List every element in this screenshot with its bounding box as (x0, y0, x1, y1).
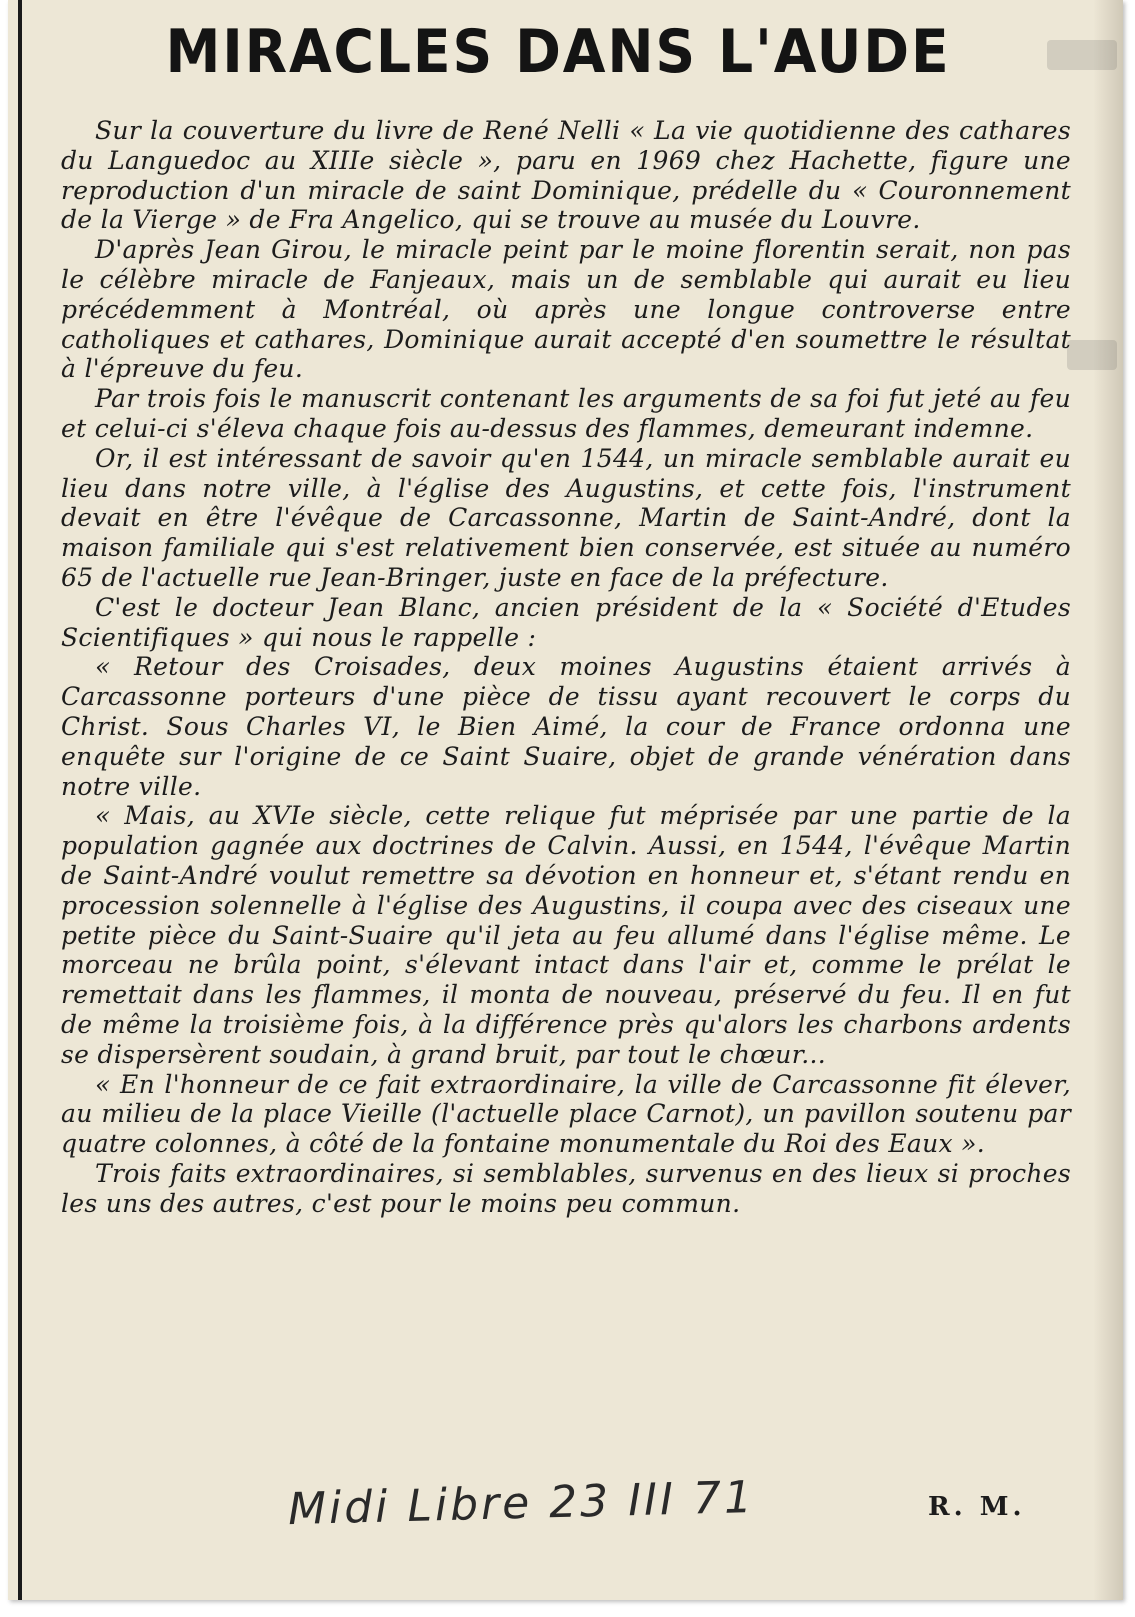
article-body (61, 116, 1071, 1218)
author-initials: R. M. (928, 1492, 1026, 1522)
article-paragraph: Sur la couverture du livre de René Nelli « La vie quotidienne des cathares du Languedoc au XIIIe siècle », paru en 1969 chez Hachette, figure une reproduction d'un miracle de saint Dominique, prédelle du « Couronnement de la Vierge » de Fra Angelico, qui se trouve au musée du Louvre. (61, 116, 1071, 235)
article-paragraph: C'est le docteur Jean Blanc, ancien président de la « Société d'Etudes Scientifiques » qui nous le rappelle : (61, 592, 1071, 652)
article-headline: MIRACLES DANS L'AUDE (165, 17, 951, 87)
handwritten-source-note: Midi Libre 23 III 71 (287, 1471, 756, 1536)
article-paragraph: « En l'honneur de ce fait extraordinaire, la ville de Carcassonne fit élever, au milieu de la place Vieille (l'actuelle place Carnot), un pavillon soutenu par quatre colonnes, à côté de la fontaine monumentale du Roi des Eaux ». (61, 1069, 1071, 1159)
bleed-through-mark (1067, 340, 1117, 370)
article-paragraph: D'après Jean Girou, le miracle peint par le moine florentin serait, non pas le célèbre miracle de Fanjeaux, mais un de semblable qui aurait eu lieu précédemment à Montréal, où après une longue controverse entre catholiques et cathares, Dominique aurait accepté d'en soumettre le résultat à l'épreuve du feu. (61, 235, 1071, 384)
article-paragraph: « Mais, au XVIe siècle, cette relique fut méprisée par une partie de la population gagnée aux doctrines de Calvin. Aussi, en 1544, l'évêque Martin de Saint-André voulut remettre sa dévotion en honneur et, s'étant rendu en procession solennelle à l'église des Augustins, il coupa avec des ciseaux une petite pièce du Saint-Suaire qu'il jeta au feu allumé dans l'église même. Le morceau ne brûla point, s'élevant intact dans l'air et, comme le prélat le remettait dans les flammes, il monta de nouveau, préservé du feu. Il en fut de même la troisième fois, à la différence près qu'alors les charbons ardents se dispersèrent soudain, à grand bruit, par tout le chœur... (61, 801, 1071, 1069)
paper-edge-shadow (1093, 0, 1123, 1600)
column-rule (18, 0, 22, 1600)
article-paragraph: Par trois fois le manuscrit contenant les arguments de sa foi fut jeté au feu et celui-ci s'éleva chaque fois au-dessus des flammes, demeurant indemne. (61, 384, 1071, 443)
newspaper-clipping (8, 0, 1123, 1600)
article-paragraph: « Retour des Croisades, deux moines Augustins étaient arrivés à Carcassonne porteurs d'une pièce de tissu ayant recouvert le corps du Christ. Sous Charles VI, le Bien Aimé, la cour de France ordonna une enquête sur l'origine de ce Saint Suaire, objet de grande vénération dans notre ville. (61, 652, 1071, 801)
article-paragraph: Trois faits extraordinaires, si semblables, survenus en des lieux si proches les uns des autres, c'est pour le moins peu commun. (61, 1158, 1071, 1218)
article-paragraph: Or, il est intéressant de savoir qu'en 1544, un miracle semblable aurait eu lieu dans notre ville, à l'église des Augustins, et cette fois, l'instrument devait en être l'évêque de Carcassonne, Martin de Saint-André, dont la maison familiale qui s'est relativement bien conservée, est située au numéro 65 de l'actuelle rue Jean-Bringer, juste en face de la préfecture. (61, 443, 1071, 592)
bleed-through-mark (1047, 40, 1117, 70)
